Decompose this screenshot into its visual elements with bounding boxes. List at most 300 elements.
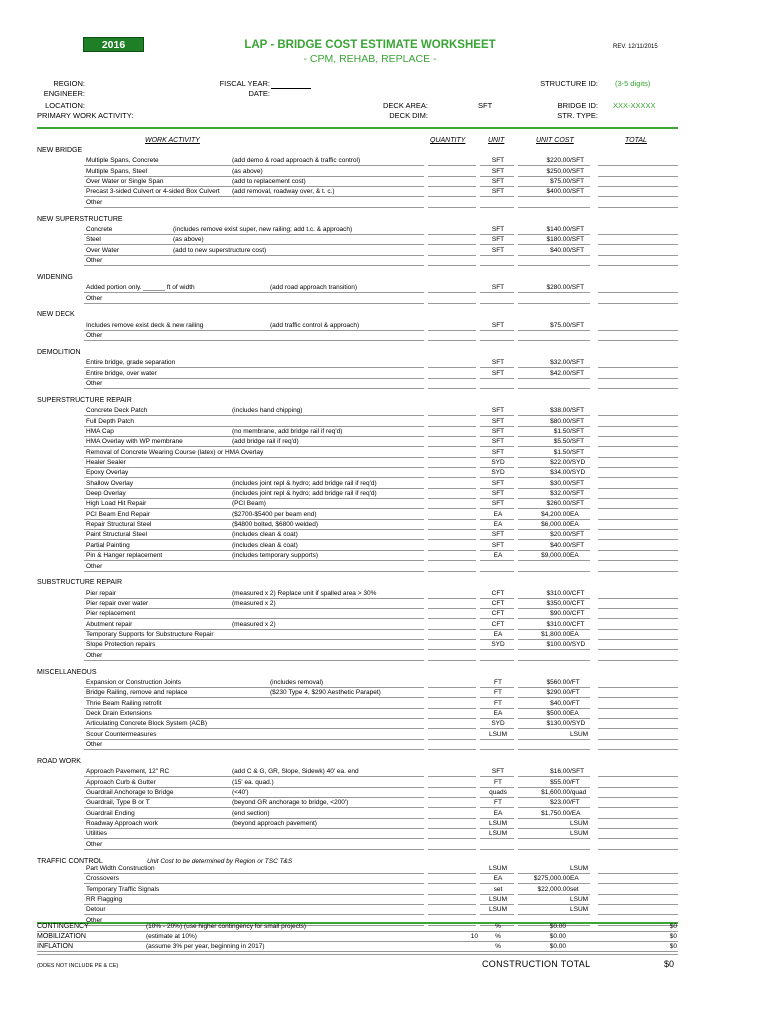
table-row	[0, 479, 768, 489]
row-total-line	[598, 388, 678, 389]
row-activity: High Load Hit Repair	[86, 500, 147, 508]
row-cost-unit: /SFT	[570, 321, 585, 329]
row-activity: Guardrail, Type B or T	[86, 799, 150, 807]
table-row	[0, 829, 768, 839]
row-activity: Epoxy Overlay	[86, 469, 129, 477]
row-unit: SFT	[491, 178, 505, 185]
row-unit: SFT	[491, 541, 505, 549]
table-row	[0, 678, 768, 688]
row-cost-unit: /CFT	[570, 620, 585, 628]
table-row	[0, 448, 768, 458]
row-unit: SFT	[491, 236, 505, 244]
row-activity: Approach Pavement, 12" RC	[86, 768, 170, 776]
summary-cost: $0.00	[549, 923, 566, 930]
row-unit: SFT	[491, 531, 505, 539]
table-row	[0, 788, 768, 798]
row-description: (add C & G, GR, Slope, Sidewk) 40' ea. end	[232, 768, 359, 776]
row-activity: Multiple Spans, Concrete	[86, 157, 159, 165]
row-activity: Concrete	[86, 225, 113, 233]
row-activity-line	[84, 303, 424, 304]
row-unit: LSUM	[488, 820, 508, 827]
row-unit-cost: $22.00	[550, 459, 570, 466]
row-unit-cost: $22,000.00	[537, 885, 570, 893]
row-unit-line	[480, 388, 514, 389]
table-row	[0, 551, 768, 561]
row-cost-unit: /FT	[570, 689, 580, 697]
table-row	[0, 609, 768, 619]
fiscal-year-label: FISCAL YEAR:	[219, 79, 270, 88]
row-activity: RR Flagging	[86, 896, 123, 903]
row-total-line	[598, 849, 678, 850]
row-cost-unit: set	[570, 885, 579, 893]
row-cost-unit: /EA	[570, 809, 581, 817]
row-unit-cost: $30.00	[550, 479, 570, 487]
section-title: TRAFFIC CONTROL	[37, 857, 103, 865]
row-cost-unit: /SFT	[570, 427, 585, 435]
row-unit: EA	[493, 510, 503, 518]
row-cost-unit: /FT	[570, 679, 580, 686]
row-activity: Other	[86, 840, 103, 848]
row-unit-cost: $560.00	[546, 679, 570, 686]
row-cost-unit: /SFT	[570, 448, 585, 456]
row-cost-unit: EA	[570, 631, 579, 639]
row-description: (measured x 2) Replace unit if spalled area > 30%	[232, 589, 377, 597]
row-unit: SFT	[491, 246, 505, 254]
row-activity: Articulating Concrete Block System (ACB)	[86, 720, 208, 728]
col-header-work-activity: WORK ACTIVITY	[145, 137, 200, 144]
row-unit-cost: $260.00	[546, 500, 570, 508]
row-unit: SFT	[491, 479, 505, 487]
row-qty-line	[428, 303, 476, 304]
row-unit-line	[480, 303, 514, 304]
summary-total: $0	[669, 933, 677, 940]
table-row	[0, 520, 768, 530]
row-activity: Expansion or Construction Joints	[86, 679, 182, 686]
row-activity: Deep Overlay	[86, 490, 126, 497]
row-qty-line	[428, 207, 476, 208]
table-row	[0, 437, 768, 447]
location-label: LOCATION:	[45, 101, 85, 110]
col-header-quantity: QUANTITY	[430, 137, 466, 144]
row-activity-line	[84, 749, 424, 750]
row-unit: SFT	[491, 369, 505, 377]
row-description: (includes hand chipping)	[232, 407, 303, 415]
row-unit-cost: $275,000.00	[533, 875, 570, 883]
row-activity: Other	[86, 380, 103, 387]
row-cost-unit: /SFT	[570, 188, 585, 196]
table-row	[0, 294, 768, 304]
table-row	[0, 379, 768, 389]
row-description: (add road approach transition)	[270, 284, 358, 292]
row-description: (includes clean & coat)	[232, 531, 298, 539]
row-activity: Roadway Approach work	[86, 820, 158, 827]
row-activity: Full Depth Patch	[86, 417, 135, 425]
row-unit: SFT	[491, 500, 505, 508]
row-cost-unit: /CFT	[570, 610, 585, 618]
row-cost-line	[518, 849, 590, 850]
row-description: (includes clean & coat)	[232, 541, 298, 549]
row-unit: CFT	[491, 589, 505, 597]
section-title: DEMOLITION	[37, 348, 81, 356]
row-cost-unit: /SFT	[570, 178, 585, 185]
row-total-line	[598, 265, 678, 266]
row-activity: Includes remove exist deck & new railing	[86, 321, 204, 329]
row-cost-unit: LSUM	[570, 896, 589, 903]
row-activity: Abutment repair	[86, 620, 133, 628]
table-row	[0, 187, 768, 197]
row-unit-line	[480, 660, 514, 661]
row-cost-line	[518, 749, 590, 750]
table-row	[0, 599, 768, 609]
footer-note: (DOES NOT INCLUDE PE & CE)	[37, 963, 119, 969]
row-activity: HMA Cap	[86, 427, 114, 435]
row-activity: Guardrail Anchorage to Bridge	[86, 789, 174, 796]
table-row	[0, 530, 768, 540]
row-cost-unit: /SFT	[570, 490, 585, 497]
summary-total: $0	[669, 943, 677, 950]
table-row	[0, 688, 768, 698]
row-description: (add to replacement cost)	[232, 178, 306, 185]
row-unit: SFT	[491, 448, 505, 456]
row-unit: EA	[493, 710, 503, 717]
row-description: (<40')	[232, 789, 249, 796]
summary-unit: %	[495, 933, 501, 940]
row-activity-line	[84, 340, 424, 341]
row-unit: FT	[494, 689, 502, 697]
row-description: (add traffic control & approach)	[270, 321, 360, 329]
row-activity: Entire bridge, grade separation	[86, 359, 176, 367]
table-row	[0, 630, 768, 640]
summary-unit: %	[495, 923, 501, 930]
row-activity: Crossovers	[86, 875, 119, 883]
row-description: (add demo & road approach & traffic control)	[232, 157, 361, 165]
row-description: ($2700-$5400 per beam end)	[232, 510, 317, 518]
row-unit: SFT	[491, 284, 505, 292]
row-description: (no membrane, add bridge rail if req'd)	[232, 427, 343, 435]
row-unit-cost: $400.00	[546, 188, 570, 196]
table-row	[0, 895, 768, 905]
table-row	[0, 235, 768, 245]
table-row	[0, 589, 768, 599]
row-activity: Other	[86, 198, 103, 206]
row-qty-line	[428, 849, 476, 850]
row-description: (as above)	[173, 236, 204, 244]
row-qty-line	[428, 388, 476, 389]
row-activity: Other	[86, 257, 103, 264]
table-row	[0, 406, 768, 416]
row-unit: CFT	[491, 610, 505, 618]
row-unit-line	[480, 571, 514, 572]
row-description: (PCI Beam)	[232, 500, 266, 508]
row-activity: Other	[86, 651, 103, 659]
summary-quantity-input[interactable]: 10	[470, 933, 478, 940]
row-activity: Pier repair	[86, 589, 116, 597]
row-activity: Bridge Railing, remove and replace	[86, 689, 188, 697]
deck-dim-label: DECK DIM:	[389, 111, 428, 120]
row-unit-cost: $32.00	[550, 359, 570, 367]
row-activity: Over Water or Single Span	[86, 178, 164, 185]
row-unit-cost: $250.00	[546, 167, 570, 175]
table-row	[0, 246, 768, 256]
row-cost-unit: /SFT	[570, 500, 585, 508]
row-qty-line	[428, 749, 476, 750]
row-total-line	[598, 303, 678, 304]
row-cost-line	[518, 207, 590, 208]
row-cost-unit: LSUM	[570, 820, 589, 827]
row-cost-unit: LSUM	[570, 906, 589, 914]
row-qty-line	[428, 571, 476, 572]
table-row	[0, 819, 768, 829]
row-unit-line	[480, 749, 514, 750]
row-activity: Concrete Deck Patch	[86, 407, 148, 415]
row-description: (measured x 2)	[232, 600, 276, 607]
row-unit-cost: $40.00	[550, 246, 570, 254]
row-activity: Other	[86, 294, 103, 302]
table-row	[0, 651, 768, 661]
summary-description: (10% - 20%) (use higher contingency for small projects)	[146, 923, 307, 930]
row-description: (includes remove exist super, new railing; add t.c. & approach)	[173, 225, 353, 233]
row-cost-unit: /SFT	[570, 417, 585, 425]
row-unit: SFT	[491, 321, 505, 329]
row-unit-cost: $80.00	[550, 417, 570, 425]
table-row	[0, 468, 768, 478]
row-unit: SFT	[491, 438, 505, 446]
row-cost-unit: LSUM	[570, 830, 589, 838]
row-unit-cost: $1.50	[553, 427, 570, 435]
row-unit: FT	[494, 679, 502, 686]
row-description: (includes removal)	[270, 679, 324, 686]
row-cost-unit: EA	[570, 552, 579, 560]
row-unit: FT	[494, 799, 502, 807]
row-description: (add removal, roadway over, & t. c.)	[232, 188, 335, 196]
row-unit-cost: $40.00	[550, 541, 570, 549]
col-header-unit-cost: UNIT COST	[536, 137, 574, 144]
row-activity: PCI Beam End Repair	[86, 510, 150, 518]
table-row	[0, 905, 768, 915]
deck-area-label: DECK AREA:	[382, 101, 428, 110]
row-description: (end section)	[232, 809, 270, 817]
row-unit: SFT	[491, 407, 505, 415]
table-row	[0, 499, 768, 509]
table-row	[0, 417, 768, 427]
summary-cost: $0.00	[549, 933, 566, 940]
row-unit-cost: $350.00	[546, 600, 570, 607]
bridge-id-field[interactable]: XXX-XXXXX	[613, 101, 656, 110]
row-unit-cost: $130.00	[546, 720, 570, 728]
year-badge: 2016	[83, 37, 144, 52]
row-unit: EA	[493, 875, 503, 883]
table-row	[0, 489, 768, 499]
row-cost-unit: /SFT	[570, 768, 585, 776]
row-activity: Entire bridge, over water	[86, 369, 157, 377]
structure-id-field[interactable]: (3-5 digits)	[615, 79, 651, 88]
table-row	[0, 256, 768, 266]
row-unit-cost: $9,000.00	[541, 552, 570, 560]
section-title: SUBSTRUCTURE REPAIR	[37, 579, 123, 587]
summary-label: MOBILIZATION	[37, 933, 86, 940]
summary-cost: $0.00	[549, 943, 566, 950]
region-label: REGION:	[53, 79, 85, 88]
row-unit: SFT	[491, 167, 505, 175]
table-row	[0, 809, 768, 819]
row-cost-unit: /SFT	[570, 284, 585, 292]
row-unit: FT	[494, 778, 502, 786]
row-unit: EA	[493, 631, 503, 639]
row-unit-cost: $34.00	[550, 469, 570, 477]
row-cost-unit: /SFT	[570, 407, 585, 415]
row-description: (beyond approach pavement)	[232, 820, 317, 827]
row-unit-cost: $75.00	[550, 321, 570, 329]
summary-description: (assume 3% per year, beginning in 2017)	[146, 943, 265, 950]
row-unit: LSUM	[488, 830, 508, 838]
date-label: DATE:	[248, 89, 270, 98]
row-unit: quads	[489, 789, 507, 796]
table-row	[0, 740, 768, 750]
row-cost-unit: /SFT	[570, 167, 585, 175]
row-activity: Temporary Supports for Substructure Repair	[86, 631, 214, 639]
row-description: (includes temporary supports)	[232, 552, 318, 560]
row-cost-line	[518, 388, 590, 389]
summary-total: $0	[669, 923, 677, 930]
row-cost-unit: /SFT	[570, 369, 585, 377]
row-activity: Repair Structural Steel	[86, 521, 152, 529]
row-unit: set	[493, 885, 503, 893]
row-unit-cost: $280.00	[546, 284, 570, 292]
row-unit: SFT	[491, 427, 505, 435]
table-row	[0, 541, 768, 551]
row-unit-cost: $220.00	[546, 157, 570, 165]
section-title: NEW BRIDGE	[37, 147, 83, 154]
section-title: NEW SUPERSTRUCTURE	[37, 215, 123, 223]
row-activity: Other	[86, 916, 103, 924]
row-unit-line	[480, 849, 514, 850]
section-title: WIDENING	[37, 273, 73, 281]
footer-divider	[37, 954, 678, 955]
row-cost-unit: /SFT	[570, 438, 585, 446]
row-cost-unit: /SFT	[570, 236, 585, 244]
row-activity: Detour	[86, 906, 106, 914]
row-unit-cost: $310.00	[546, 620, 570, 628]
section-title: NEW DECK	[37, 311, 75, 319]
row-total-line	[598, 207, 678, 208]
row-unit-cost: $180.00	[546, 236, 570, 244]
row-cost-unit: EA	[570, 510, 579, 518]
row-activity: Temporary Traffic Signals	[86, 885, 160, 893]
row-cost-unit: /quad	[570, 789, 587, 796]
row-cost-unit: /FT	[570, 778, 580, 786]
engineer-label: ENGINEER:	[43, 89, 85, 98]
row-cost-unit: /SFT	[570, 225, 585, 233]
table-row	[0, 798, 768, 808]
row-unit: EA	[493, 552, 503, 560]
section-title: SUPERSTRUCTURE REPAIR	[37, 396, 132, 404]
row-unit-cost: $40.00	[550, 699, 570, 707]
row-activity: Healer Sealer	[86, 459, 126, 466]
row-activity: Steel	[86, 236, 101, 244]
row-cost-line	[518, 571, 590, 572]
row-unit-cost: $1,750.00	[541, 809, 570, 817]
row-unit-cost: $55.00	[550, 778, 570, 786]
row-activity-line	[84, 660, 424, 661]
row-unit: SFT	[491, 157, 505, 165]
table-row	[0, 321, 768, 331]
table-row	[0, 458, 768, 468]
row-activity: Precast 3-sided Culvert or 4-sided Box Culvert	[86, 188, 220, 196]
summary-description: (estimate at 10%)	[146, 933, 197, 940]
row-description: (includes joint repl & hydro; add bridge rail if req'd)	[232, 490, 377, 497]
table-row	[0, 510, 768, 520]
row-unit: SFT	[491, 417, 505, 425]
row-cost-line	[518, 340, 590, 341]
summary-unit: %	[495, 943, 501, 950]
row-activity: Other	[86, 562, 103, 570]
row-cost-unit: LSUM	[570, 730, 589, 738]
row-unit-cost: $6,000.00	[541, 521, 570, 529]
page-subtitle: - CPM, REHAB, REPLACE -	[303, 53, 437, 65]
row-cost-unit: EA	[570, 710, 579, 717]
row-cost-unit: /SFT	[570, 157, 585, 165]
row-cost-line	[518, 660, 590, 661]
str-type-label: STR. TYPE:	[557, 111, 598, 120]
row-activity-line	[84, 849, 424, 850]
row-unit-cost: $20.00	[550, 531, 570, 539]
row-unit-line	[480, 340, 514, 341]
row-cost-unit: /SYD	[570, 469, 586, 477]
summary-label: CONTINGENCY	[37, 923, 89, 930]
table-row	[0, 719, 768, 729]
table-row	[0, 699, 768, 709]
row-description: ($230 Type 4, $290 Aesthetic Parapet)	[270, 689, 381, 697]
section-title: ROAD WORK	[37, 757, 81, 765]
row-activity: Utilities	[86, 830, 107, 838]
row-activity: Partial Painting	[86, 541, 130, 549]
table-row	[0, 358, 768, 368]
row-cost-unit: /FT	[570, 699, 580, 707]
row-unit-cost: $5.50	[553, 438, 570, 446]
table-row	[0, 874, 768, 884]
row-unit: SYD	[491, 459, 505, 466]
row-unit-cost: $42.00	[550, 369, 570, 377]
row-unit-cost: $16.00	[550, 768, 570, 776]
row-activity: Removal of Concrete Wearing Course (latex) or HMA Overlay	[86, 448, 264, 456]
table-row	[0, 640, 768, 650]
table-row	[0, 177, 768, 187]
row-activity: Scour Countermeasures	[86, 730, 157, 738]
row-cost-unit: /CFT	[570, 600, 585, 607]
row-unit-cost: $310.00	[546, 589, 570, 597]
row-cost-unit: EA	[570, 521, 579, 529]
row-qty-line	[428, 265, 476, 266]
table-row	[0, 562, 768, 572]
row-unit-cost: $4,200.00	[541, 510, 570, 518]
row-activity: Other	[86, 741, 103, 749]
row-unit: LSUM	[488, 730, 508, 738]
table-row	[0, 778, 768, 788]
row-unit: CFT	[491, 620, 505, 628]
row-description: (includes joint repl & hydro; add bridge rail if req'd)	[232, 479, 377, 487]
row-unit: SFT	[491, 225, 505, 233]
table-row	[0, 709, 768, 719]
row-unit-cost: $290.00	[546, 689, 570, 697]
row-activity-line	[84, 571, 424, 572]
row-unit: EA	[493, 521, 503, 529]
table-row	[0, 840, 768, 850]
table-row	[0, 331, 768, 341]
row-unit-line	[480, 207, 514, 208]
row-cost-unit: /FT	[570, 799, 580, 807]
summary-row	[0, 942, 768, 952]
row-description: (15' ea. quad.)	[232, 778, 274, 786]
